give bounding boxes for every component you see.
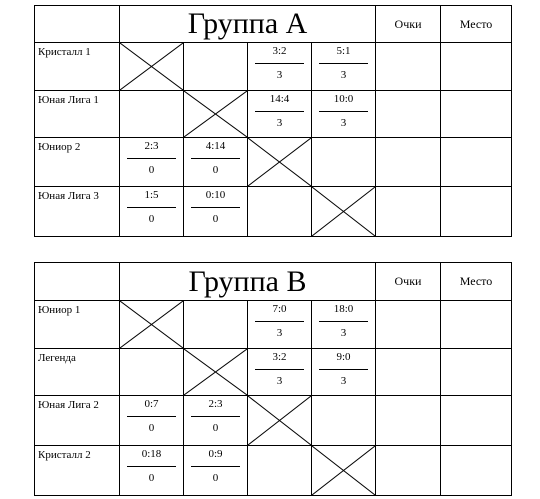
match-score: 1:5 xyxy=(144,189,159,201)
place-cell xyxy=(441,446,512,496)
result-cell xyxy=(184,446,248,496)
team-name: Юная Лига 3 xyxy=(35,187,120,237)
match-score: 18:0 xyxy=(333,303,354,315)
result-cell xyxy=(184,138,248,187)
match-points: 3 xyxy=(340,327,347,339)
points-cell xyxy=(376,349,441,396)
cross-mark xyxy=(120,301,183,348)
cross-mark xyxy=(312,446,375,495)
match-points: 0 xyxy=(148,164,155,176)
match-score: 3:2 xyxy=(272,45,287,57)
result-cell xyxy=(120,446,184,496)
match-score: 9:0 xyxy=(336,351,351,363)
place-cell xyxy=(441,91,512,138)
points-cell xyxy=(376,301,441,349)
place-cell xyxy=(441,349,512,396)
team-name: Кристалл 1 xyxy=(35,43,120,91)
match-points: 3 xyxy=(340,69,347,81)
match-score: 2:3 xyxy=(144,140,159,152)
team-name: Юная Лига 1 xyxy=(35,91,120,138)
result-cell xyxy=(248,43,312,91)
points-cell xyxy=(376,43,441,91)
match-points: 3 xyxy=(340,117,347,129)
match-score: 4:14 xyxy=(205,140,226,152)
place-cell xyxy=(441,43,512,91)
match-points: 0 xyxy=(148,422,155,434)
match-score: 0:18 xyxy=(141,448,162,460)
result-cell xyxy=(184,396,248,446)
points-cell xyxy=(376,446,441,496)
group-a-table xyxy=(34,5,512,237)
points-header: Очки xyxy=(376,263,441,301)
diagonal-cell xyxy=(248,396,312,446)
match-points: 0 xyxy=(148,472,155,484)
result-cell xyxy=(248,91,312,138)
place-header: Место xyxy=(441,263,512,301)
match-points: 0 xyxy=(148,213,155,225)
group-title: Группа А xyxy=(120,6,376,43)
result-cell xyxy=(184,187,248,237)
place-cell xyxy=(441,187,512,237)
diagonal-cell xyxy=(248,138,312,187)
team-name: Юниор 1 xyxy=(35,301,120,349)
result-cell xyxy=(120,187,184,237)
match-points: 0 xyxy=(212,422,219,434)
match-points: 0 xyxy=(212,213,219,225)
match-points: 3 xyxy=(340,375,347,387)
match-score: 7:0 xyxy=(272,303,287,315)
place-cell xyxy=(441,396,512,446)
points-cell xyxy=(376,138,441,187)
text-cursor xyxy=(511,91,512,103)
team-name: Юниор 2 xyxy=(35,138,120,187)
points-cell xyxy=(376,91,441,138)
match-points: 3 xyxy=(276,69,283,81)
diagonal-cell xyxy=(312,187,376,237)
diagonal-cell xyxy=(120,301,184,349)
match-score: 10:0 xyxy=(333,93,354,105)
match-score: 0:9 xyxy=(208,448,223,460)
team-name: Кристалл 2 xyxy=(35,446,120,496)
match-points: 3 xyxy=(276,375,283,387)
result-cell xyxy=(248,349,312,396)
cross-mark xyxy=(184,349,247,395)
result-cell xyxy=(312,301,376,349)
team-name: Легенда xyxy=(35,349,120,396)
result-cell xyxy=(312,91,376,138)
result-cell xyxy=(248,301,312,349)
cross-mark xyxy=(312,187,375,236)
cross-mark xyxy=(184,91,247,137)
match-points: 0 xyxy=(212,164,219,176)
points-header: Очки xyxy=(376,6,441,43)
match-score: 0:7 xyxy=(144,398,159,410)
match-points: 3 xyxy=(276,117,283,129)
cross-mark xyxy=(120,43,183,90)
match-score: 2:3 xyxy=(208,398,223,410)
cross-mark xyxy=(248,138,311,186)
match-score: 14:4 xyxy=(269,93,290,105)
group-b-table xyxy=(34,262,512,496)
match-score: 5:1 xyxy=(336,45,351,57)
result-cell xyxy=(312,43,376,91)
diagonal-cell xyxy=(120,43,184,91)
result-cell xyxy=(120,138,184,187)
match-score: 0:10 xyxy=(205,189,226,201)
result-cell xyxy=(312,349,376,396)
match-points: 0 xyxy=(212,472,219,484)
points-cell xyxy=(376,187,441,237)
cross-mark xyxy=(248,396,311,445)
diagonal-cell xyxy=(312,446,376,496)
place-header: Место xyxy=(441,6,512,43)
place-cell xyxy=(441,138,512,187)
result-cell xyxy=(120,396,184,446)
points-cell xyxy=(376,396,441,446)
diagonal-cell xyxy=(184,91,248,138)
match-score: 3:2 xyxy=(272,351,287,363)
diagonal-cell xyxy=(184,349,248,396)
group-title: Группа В xyxy=(120,263,376,301)
team-name: Юная Лига 2 xyxy=(35,396,120,446)
match-points: 3 xyxy=(276,327,283,339)
place-cell xyxy=(441,301,512,349)
